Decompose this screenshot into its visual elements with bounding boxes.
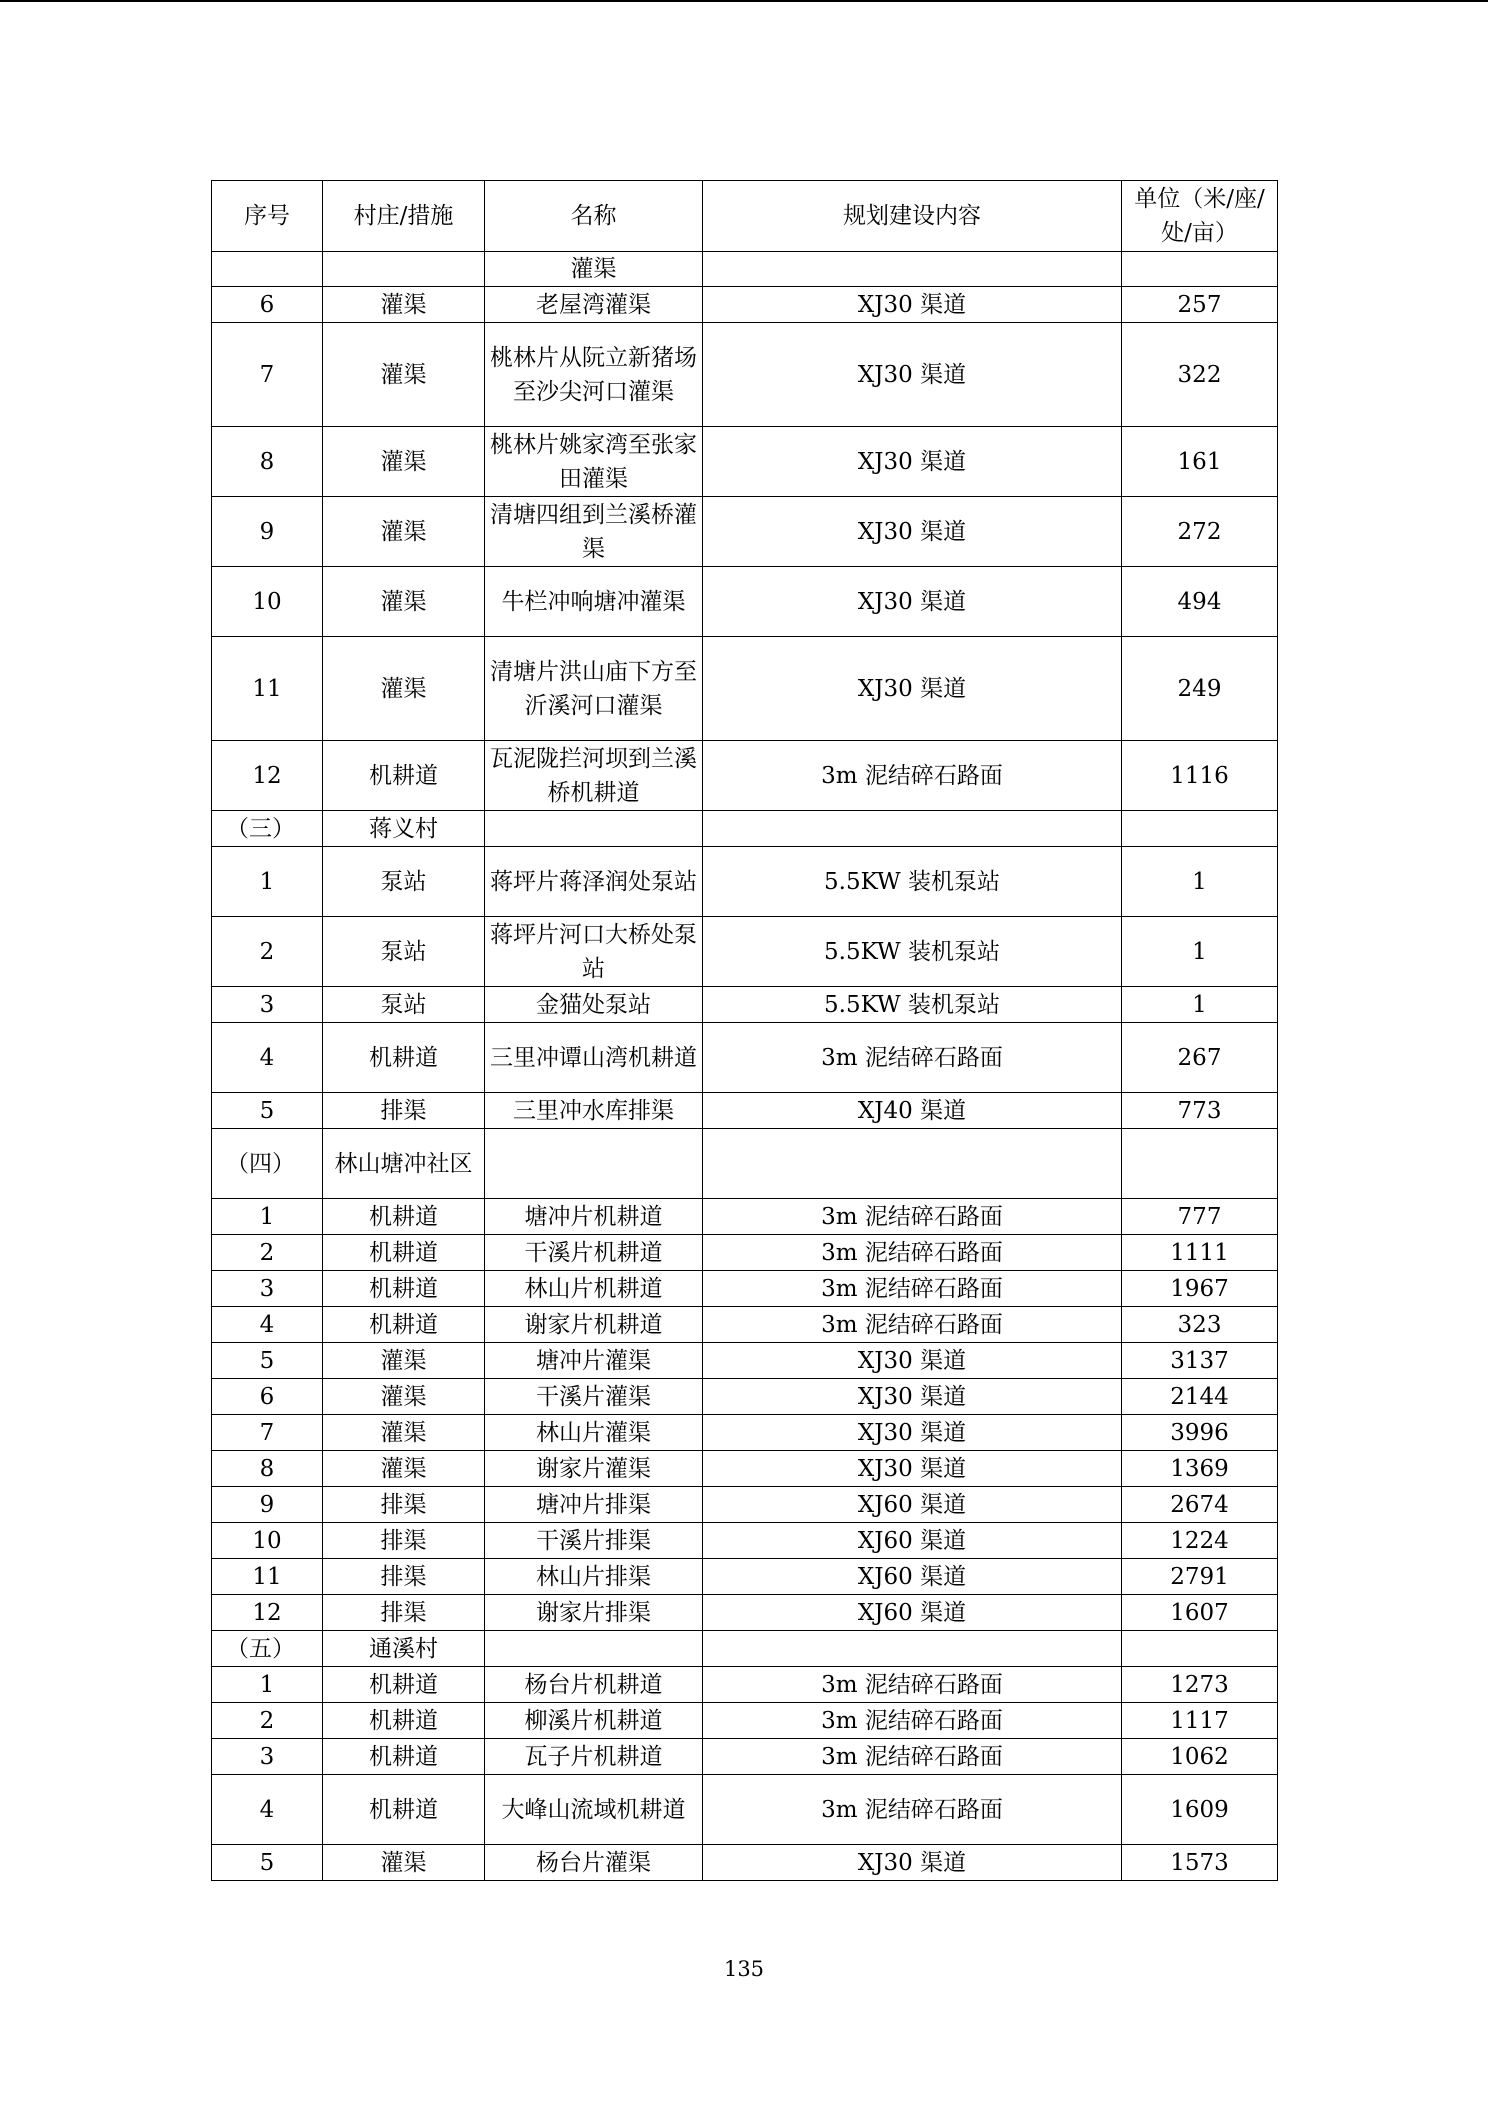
cell-index: 12 bbox=[212, 1595, 323, 1631]
cell-unit: 249 bbox=[1122, 637, 1278, 741]
cell-name: 瓦子片机耕道 bbox=[485, 1739, 703, 1775]
cell-index: 1 bbox=[212, 1667, 323, 1703]
cell-unit bbox=[1122, 1129, 1278, 1199]
table-row bbox=[212, 1523, 1278, 1559]
cell-content: XJ30 渠道 bbox=[703, 1343, 1122, 1379]
cell-village-measure: 通溪村 bbox=[323, 1631, 485, 1667]
cell-village-measure: 排渠 bbox=[323, 1595, 485, 1631]
cell-unit: 1573 bbox=[1122, 1845, 1278, 1881]
cell-village-measure: 排渠 bbox=[323, 1559, 485, 1595]
cell-index: 5 bbox=[212, 1845, 323, 1881]
cell-name: 三里冲谭山湾机耕道 bbox=[485, 1023, 703, 1093]
section-row bbox=[212, 811, 1278, 847]
cell-unit: 1224 bbox=[1122, 1523, 1278, 1559]
cell-unit: 1609 bbox=[1122, 1775, 1278, 1845]
cell-name: 蒋坪片河口大桥处泵站 bbox=[485, 917, 703, 987]
cell-content bbox=[703, 811, 1122, 847]
cell-name: 清塘四组到兰溪桥灌渠 bbox=[485, 497, 703, 567]
section-row bbox=[212, 1631, 1278, 1667]
cell-village-measure: 泵站 bbox=[323, 987, 485, 1023]
cell-content: 3m 泥结碎石路面 bbox=[703, 1667, 1122, 1703]
cell-unit: 1 bbox=[1122, 917, 1278, 987]
table-row bbox=[212, 427, 1278, 497]
cell-village-measure: 灌渠 bbox=[323, 287, 485, 323]
cell-index: 1 bbox=[212, 1199, 323, 1235]
cell-village-measure: 机耕道 bbox=[323, 1307, 485, 1343]
cell-unit bbox=[1122, 252, 1278, 287]
cell-index: 6 bbox=[212, 1379, 323, 1415]
table-row bbox=[212, 1023, 1278, 1093]
cell-name bbox=[485, 811, 703, 847]
cell-unit: 257 bbox=[1122, 287, 1278, 323]
cell-name: 干溪片排渠 bbox=[485, 1523, 703, 1559]
cell-village-measure: 泵站 bbox=[323, 917, 485, 987]
cell-unit: 1967 bbox=[1122, 1271, 1278, 1307]
cell-village-measure: 灌渠 bbox=[323, 567, 485, 637]
cell-unit: 1273 bbox=[1122, 1667, 1278, 1703]
cell-unit bbox=[1122, 1631, 1278, 1667]
cell-name: 杨台片灌渠 bbox=[485, 1845, 703, 1881]
cell-name: 牛栏冲响塘冲灌渠 bbox=[485, 567, 703, 637]
cell-name bbox=[485, 1129, 703, 1199]
cell-index: 9 bbox=[212, 1487, 323, 1523]
cell-index: 3 bbox=[212, 1739, 323, 1775]
cell-index: 2 bbox=[212, 1703, 323, 1739]
cell-content: XJ30 渠道 bbox=[703, 637, 1122, 741]
cell-name: 干溪片灌渠 bbox=[485, 1379, 703, 1415]
cell-village-measure: 排渠 bbox=[323, 1523, 485, 1559]
table-row bbox=[212, 741, 1278, 811]
cell-content: XJ30 渠道 bbox=[703, 567, 1122, 637]
cell-content: XJ30 渠道 bbox=[703, 1379, 1122, 1415]
cell-content: 3m 泥结碎石路面 bbox=[703, 1023, 1122, 1093]
cell-index: 6 bbox=[212, 287, 323, 323]
cell-village-measure: 泵站 bbox=[323, 847, 485, 917]
planning-table bbox=[211, 180, 1278, 1881]
cell-name: 大峰山流域机耕道 bbox=[485, 1775, 703, 1845]
cell-name: 金猫处泵站 bbox=[485, 987, 703, 1023]
cell-unit: 494 bbox=[1122, 567, 1278, 637]
cell-content: XJ40 渠道 bbox=[703, 1093, 1122, 1129]
cell-name: 桃林片姚家湾至张家田灌渠 bbox=[485, 427, 703, 497]
table-row bbox=[212, 1307, 1278, 1343]
cell-index: （五） bbox=[212, 1631, 323, 1667]
cell-village-measure: 灌渠 bbox=[323, 1379, 485, 1415]
cell-unit: 777 bbox=[1122, 1199, 1278, 1235]
cell-unit: 323 bbox=[1122, 1307, 1278, 1343]
cell-content: 3m 泥结碎石路面 bbox=[703, 1235, 1122, 1271]
cell-index: （三） bbox=[212, 811, 323, 847]
cell-index: 10 bbox=[212, 567, 323, 637]
table-row bbox=[212, 1739, 1278, 1775]
cell-content bbox=[703, 1631, 1122, 1667]
cell-index: （四） bbox=[212, 1129, 323, 1199]
cell-unit: 1117 bbox=[1122, 1703, 1278, 1739]
cell-name: 谢家片机耕道 bbox=[485, 1307, 703, 1343]
cell-village-measure: 灌渠 bbox=[323, 323, 485, 427]
cell-name: 林山片排渠 bbox=[485, 1559, 703, 1595]
header-cell-content: 规划建设内容 bbox=[703, 181, 1122, 252]
cell-name: 桃林片从阮立新猪场至沙尖河口灌渠 bbox=[485, 323, 703, 427]
cell-content: XJ60 渠道 bbox=[703, 1487, 1122, 1523]
cell-content: 3m 泥结碎石路面 bbox=[703, 1739, 1122, 1775]
table-row bbox=[212, 1415, 1278, 1451]
cell-unit: 3137 bbox=[1122, 1343, 1278, 1379]
cell-index: 11 bbox=[212, 1559, 323, 1595]
cell-unit: 1607 bbox=[1122, 1595, 1278, 1631]
table-row bbox=[212, 1235, 1278, 1271]
cell-village-measure: 机耕道 bbox=[323, 1235, 485, 1271]
cell-content: 3m 泥结碎石路面 bbox=[703, 1199, 1122, 1235]
cell-content: XJ60 渠道 bbox=[703, 1523, 1122, 1559]
cell-village-measure: 灌渠 bbox=[323, 1343, 485, 1379]
header-cell-index: 序号 bbox=[212, 181, 323, 252]
table-row bbox=[212, 1595, 1278, 1631]
cell-village-measure: 灌渠 bbox=[323, 637, 485, 741]
cell-unit: 1111 bbox=[1122, 1235, 1278, 1271]
cell-name: 林山片灌渠 bbox=[485, 1415, 703, 1451]
cell-unit: 1116 bbox=[1122, 741, 1278, 811]
cell-village-measure: 机耕道 bbox=[323, 1703, 485, 1739]
cell-village-measure: 机耕道 bbox=[323, 1023, 485, 1093]
cell-index: 3 bbox=[212, 1271, 323, 1307]
cell-name: 塘冲片机耕道 bbox=[485, 1199, 703, 1235]
cell-name: 干溪片机耕道 bbox=[485, 1235, 703, 1271]
cell-index: 11 bbox=[212, 637, 323, 741]
header-row bbox=[212, 181, 1278, 252]
cell-index: 7 bbox=[212, 1415, 323, 1451]
cell-index: 1 bbox=[212, 847, 323, 917]
cell-index bbox=[212, 252, 323, 287]
table-row bbox=[212, 1093, 1278, 1129]
cell-content: XJ30 渠道 bbox=[703, 323, 1122, 427]
cell-content: XJ30 渠道 bbox=[703, 497, 1122, 567]
cell-village-measure: 灌渠 bbox=[323, 1845, 485, 1881]
cell-name: 蒋坪片蒋泽润处泵站 bbox=[485, 847, 703, 917]
cell-content: XJ60 渠道 bbox=[703, 1559, 1122, 1595]
table-row bbox=[212, 1343, 1278, 1379]
cell-village-measure: 机耕道 bbox=[323, 741, 485, 811]
cell-content: 5.5KW 装机泵站 bbox=[703, 847, 1122, 917]
cell-unit: 272 bbox=[1122, 497, 1278, 567]
table-row bbox=[212, 1451, 1278, 1487]
cell-unit: 1 bbox=[1122, 847, 1278, 917]
cell-name: 灌渠 bbox=[485, 252, 703, 287]
cell-village-measure: 机耕道 bbox=[323, 1199, 485, 1235]
cell-name: 瓦泥陇拦河坝到兰溪桥机耕道 bbox=[485, 741, 703, 811]
table-row bbox=[212, 1271, 1278, 1307]
cell-village-measure: 机耕道 bbox=[323, 1739, 485, 1775]
cell-name: 老屋湾灌渠 bbox=[485, 287, 703, 323]
section-row bbox=[212, 1129, 1278, 1199]
cell-name: 谢家片灌渠 bbox=[485, 1451, 703, 1487]
cell-village-measure: 机耕道 bbox=[323, 1271, 485, 1307]
table-row bbox=[212, 497, 1278, 567]
cell-index: 5 bbox=[212, 1343, 323, 1379]
cell-village-measure: 排渠 bbox=[323, 1487, 485, 1523]
cell-name: 杨台片机耕道 bbox=[485, 1667, 703, 1703]
cell-name: 柳溪片机耕道 bbox=[485, 1703, 703, 1739]
cell-content bbox=[703, 1129, 1122, 1199]
table-row bbox=[212, 1559, 1278, 1595]
table-row bbox=[212, 567, 1278, 637]
cell-content: 3m 泥结碎石路面 bbox=[703, 1271, 1122, 1307]
cell-unit: 3996 bbox=[1122, 1415, 1278, 1451]
cell-unit: 2791 bbox=[1122, 1559, 1278, 1595]
cell-content: 3m 泥结碎石路面 bbox=[703, 1775, 1122, 1845]
cell-index: 10 bbox=[212, 1523, 323, 1559]
cell-unit bbox=[1122, 811, 1278, 847]
cell-unit: 1369 bbox=[1122, 1451, 1278, 1487]
table-row bbox=[212, 1845, 1278, 1881]
cell-index: 8 bbox=[212, 427, 323, 497]
cell-content: 3m 泥结碎石路面 bbox=[703, 1703, 1122, 1739]
cell-content: 3m 泥结碎石路面 bbox=[703, 741, 1122, 811]
cell-index: 4 bbox=[212, 1307, 323, 1343]
table-header bbox=[212, 181, 1278, 252]
table-row bbox=[212, 917, 1278, 987]
cell-content: 5.5KW 装机泵站 bbox=[703, 917, 1122, 987]
cell-village-measure: 灌渠 bbox=[323, 1415, 485, 1451]
table-row bbox=[212, 1379, 1278, 1415]
cell-index: 4 bbox=[212, 1023, 323, 1093]
cell-name: 谢家片排渠 bbox=[485, 1595, 703, 1631]
table-row bbox=[212, 637, 1278, 741]
cell-unit: 773 bbox=[1122, 1093, 1278, 1129]
cell-village-measure: 灌渠 bbox=[323, 427, 485, 497]
table-row bbox=[212, 323, 1278, 427]
table-row bbox=[212, 1667, 1278, 1703]
header-cell-unit: 单位（米/座/处/亩） bbox=[1122, 181, 1278, 252]
header-cell-name: 名称 bbox=[485, 181, 703, 252]
cell-unit: 161 bbox=[1122, 427, 1278, 497]
cell-index: 4 bbox=[212, 1775, 323, 1845]
cell-village-measure: 机耕道 bbox=[323, 1667, 485, 1703]
cell-content bbox=[703, 252, 1122, 287]
cell-village-measure: 灌渠 bbox=[323, 497, 485, 567]
cell-unit: 1062 bbox=[1122, 1739, 1278, 1775]
page-top-border bbox=[0, 0, 1488, 2]
cell-index: 5 bbox=[212, 1093, 323, 1129]
cell-name: 塘冲片灌渠 bbox=[485, 1343, 703, 1379]
cell-index: 2 bbox=[212, 917, 323, 987]
cell-unit: 2144 bbox=[1122, 1379, 1278, 1415]
table-row bbox=[212, 287, 1278, 323]
cell-name: 塘冲片排渠 bbox=[485, 1487, 703, 1523]
cell-village-measure bbox=[323, 252, 485, 287]
cell-index: 3 bbox=[212, 987, 323, 1023]
cell-content: XJ30 渠道 bbox=[703, 427, 1122, 497]
cell-content: XJ30 渠道 bbox=[703, 287, 1122, 323]
cell-village-measure: 机耕道 bbox=[323, 1775, 485, 1845]
cell-name bbox=[485, 1631, 703, 1667]
cell-index: 2 bbox=[212, 1235, 323, 1271]
cell-content: XJ30 渠道 bbox=[703, 1845, 1122, 1881]
cell-unit: 2674 bbox=[1122, 1487, 1278, 1523]
table-row bbox=[212, 1775, 1278, 1845]
cell-content: XJ30 渠道 bbox=[703, 1415, 1122, 1451]
cell-village-measure: 林山塘冲社区 bbox=[323, 1129, 485, 1199]
cell-index: 12 bbox=[212, 741, 323, 811]
cell-unit: 1 bbox=[1122, 987, 1278, 1023]
cell-village-measure: 排渠 bbox=[323, 1093, 485, 1129]
cell-index: 9 bbox=[212, 497, 323, 567]
cell-index: 8 bbox=[212, 1451, 323, 1487]
table-row bbox=[212, 1487, 1278, 1523]
cell-village-measure: 灌渠 bbox=[323, 1451, 485, 1487]
cell-content: 3m 泥结碎石路面 bbox=[703, 1307, 1122, 1343]
table-row bbox=[212, 847, 1278, 917]
table-row bbox=[212, 1199, 1278, 1235]
table-body bbox=[212, 252, 1278, 1881]
table-row bbox=[212, 252, 1278, 287]
cell-name: 清塘片洪山庙下方至沂溪河口灌渠 bbox=[485, 637, 703, 741]
cell-content: 5.5KW 装机泵站 bbox=[703, 987, 1122, 1023]
cell-content: XJ60 渠道 bbox=[703, 1595, 1122, 1631]
header-cell-village-measure: 村庄/措施 bbox=[323, 181, 485, 252]
cell-unit: 267 bbox=[1122, 1023, 1278, 1093]
table-row bbox=[212, 987, 1278, 1023]
cell-index: 7 bbox=[212, 323, 323, 427]
cell-name: 三里冲水库排渠 bbox=[485, 1093, 703, 1129]
page-number: 135 bbox=[723, 1957, 765, 1981]
cell-unit: 322 bbox=[1122, 323, 1278, 427]
table-row bbox=[212, 1703, 1278, 1739]
cell-content: XJ30 渠道 bbox=[703, 1451, 1122, 1487]
cell-name: 林山片机耕道 bbox=[485, 1271, 703, 1307]
cell-village-measure: 蒋义村 bbox=[323, 811, 485, 847]
